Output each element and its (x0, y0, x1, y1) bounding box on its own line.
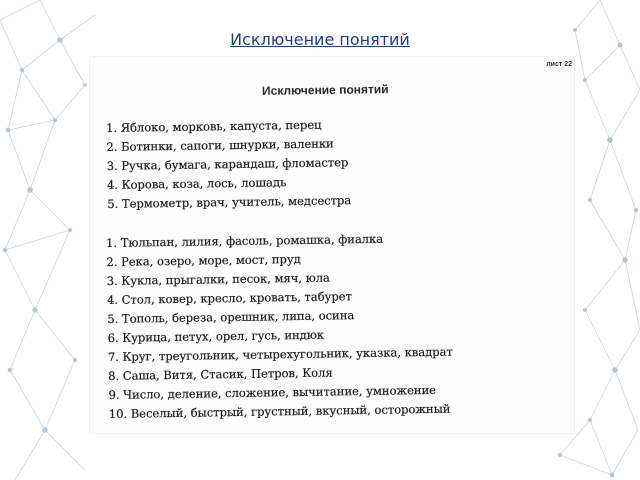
list-item: 9. Число, деление, сложение, вычитание, умножение (108, 382, 437, 402)
list-item: 5. Тополь, береза, орешник, липа, осина (107, 308, 355, 326)
list-item: 3. Ручка, бумага, карандаш, фломастер (106, 155, 349, 173)
list-item: 7. Круг, треугольник, четырехугольник, указка, квадрат (107, 344, 453, 364)
exercise-list-a (106, 115, 351, 214)
list-item: 8. Саша, Витя, Стасик, Петров, Коля (108, 365, 333, 383)
worksheet-heading: Исключение понятий (261, 82, 389, 98)
list-item: 6. Курица, петух, орел, гусь, индюк (107, 327, 325, 345)
list-item: 4. Корова, коза, лось, лошадь (106, 175, 287, 192)
scanned-worksheet (90, 57, 574, 433)
list-item: 2. Река, озеро, море, мост, пруд (106, 251, 301, 269)
list-item: 1. Яблоко, морковь, капуста, перец (106, 117, 322, 135)
list-item: 1. Тюльпан, лилия, фасоль, ромашка, фиалка (106, 231, 384, 250)
exercise-list-b (106, 229, 454, 424)
list-item: 4. Стол, ковер, кресло, кровать, табурет (106, 289, 353, 307)
sheet-label: лист 22 (546, 61, 572, 68)
title-link[interactable]: Исключение понятий (230, 30, 410, 49)
list-item: 10. Веселый, быстрый, грустный, вкусный, осторожный (108, 401, 451, 421)
list-item: 5. Термометр, врач, учитель, медсестра (107, 193, 352, 211)
list-item: 2. Ботинки, сапоги, шнурки, валенки (106, 136, 334, 154)
list-item: 3. Кукла, прыгалки, песок, мяч, юла (106, 270, 330, 288)
network-lines-left (0, 0, 95, 480)
